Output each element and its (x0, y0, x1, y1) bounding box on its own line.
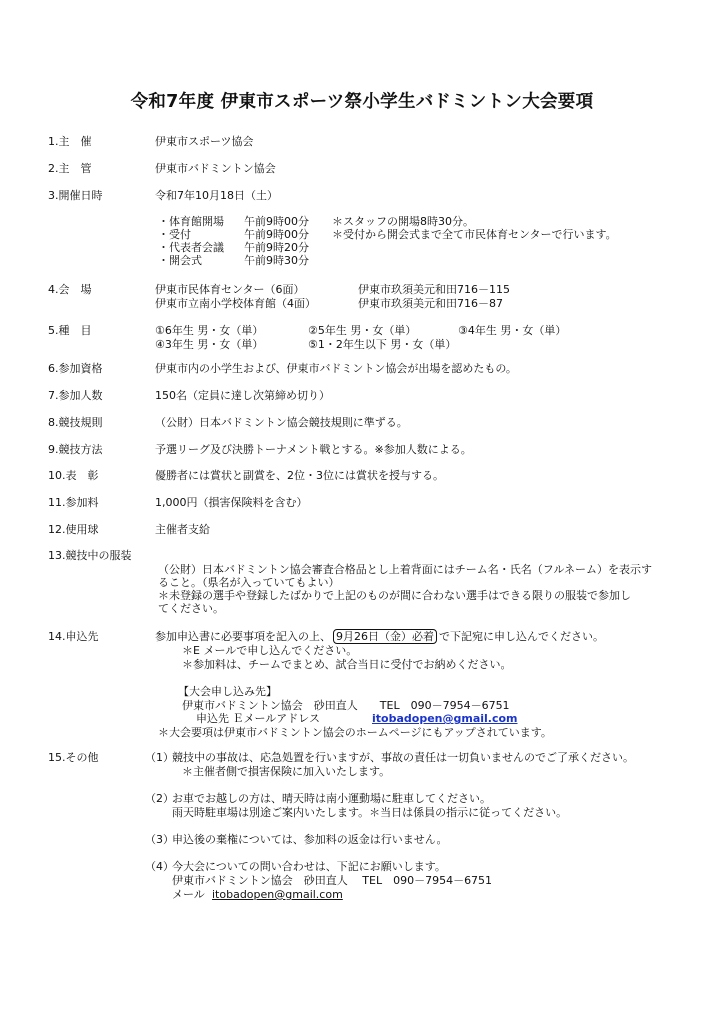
apply-homepage-note: ＊大会要項は伊東市バドミントン協会のホームページにもアップされています。 (158, 726, 552, 739)
shuttle-label: 12.使用球 (48, 523, 99, 536)
attire-line: ＊未登録の選手や登録したばかりで上記のものが間に合わない選手はできる限りの服装で参加し (158, 589, 631, 602)
date-value: 令和7年10月18日（土） (155, 189, 278, 202)
eligibility-value: 伊東市内の小学生および、伊東市バドミントン協会が出場を認めたもの。 (155, 362, 517, 375)
schedule-time: 午前9時00分 (244, 228, 309, 241)
eligibility-label: 6.参加資格 (48, 362, 103, 375)
attire-line: （公財）日本バドミントン協会審査合格品とし上着背面にはチーム名・氏名（フルネーム）を表示す (158, 563, 653, 576)
host-value: 伊東市スポーツ協会 (155, 135, 254, 148)
apply-email-link[interactable]: itobadopen@gmail.com (372, 712, 518, 725)
other-num: （3） (145, 833, 174, 846)
fee-label: 11.参加料 (48, 496, 99, 509)
organizer-value: 伊東市バドミントン協会 (155, 162, 276, 175)
capacity-value: 150名（定員に達し次第締め切り） (155, 389, 330, 402)
attire-line: ること。（県名が入っていてもよい） (158, 576, 340, 589)
organizer-label: 2.主 管 (48, 162, 92, 175)
schedule-note: ＊スタッフの開場8時30分。 (332, 215, 474, 228)
schedule-time: 午前9時00分 (244, 215, 309, 228)
event-item: ③4年生 男・女（単） (458, 324, 567, 337)
attire-line: てください。 (158, 602, 224, 615)
page-title: 令和7年度 伊東市スポーツ祭小学生バドミントン大会要項 (130, 92, 594, 112)
attire-label: 13.競技中の服装 (48, 549, 132, 562)
venue-name: 伊東市立南小学校体育館（4面） (155, 297, 316, 310)
venue-name: 伊東市民体育センター（6面） (155, 283, 305, 296)
date-label: 3.開催日時 (48, 189, 103, 202)
other-line: 競技中の事故は、応急処置を行いますが、事故の責任は一切負いませんのでご了承ください。 (172, 751, 634, 764)
event-item: ①6年生 男・女（単） (155, 324, 264, 337)
capacity-label: 7.参加人数 (48, 389, 103, 402)
apply-contact: 伊東市バドミントン協会 砂田直人 TEL 090－7954－6751 (182, 699, 510, 712)
schedule-note: ＊受付から開会式まで全て市民体育センターで行います。 (332, 228, 617, 241)
event-item: ④3年生 男・女（単） (155, 338, 264, 351)
rules-label: 8.競技規則 (48, 416, 103, 429)
host-label: 1.主 催 (48, 135, 92, 148)
event-item: ⑤1・2年生以下 男・女（単） (308, 338, 457, 351)
schedule-time: 午前9時20分 (244, 241, 309, 254)
other-line: お車でお越しの方は、晴天時は南小運動場に駐車してください。 (172, 792, 491, 805)
format-label: 9.競技方法 (48, 443, 103, 456)
other-num: （4） (145, 860, 174, 873)
rules-value: （公財）日本バドミントン協会競技規則に準ずる。 (155, 416, 408, 429)
venue-address: 伊東市玖須美元和田716－87 (358, 297, 503, 310)
other-line: 伊東市バドミントン協会 砂田直人 TEL 090－7954－6751 (172, 874, 493, 887)
events-label: 5.種 目 (48, 324, 92, 337)
event-item: ②5年生 男・女（単） (308, 324, 417, 337)
apply-line (155, 630, 604, 644)
awards-label: 10.表 彰 (48, 469, 99, 482)
other-line: 雨天時駐車場は別途ご案内いたします。＊当日は係員の指示に従ってください。 (172, 806, 568, 819)
apply-email-note: ＊E メールで申し込んでください。 (182, 644, 358, 657)
other-line: 今大会についての問い合わせは、下記にお願いします。 (172, 860, 446, 873)
other-line: ＊主催者側で損害保険に加入いたします。 (182, 765, 391, 778)
schedule-item: ・受付 (158, 228, 191, 241)
other-num: （1） (145, 751, 174, 764)
awards-value: 優勝者には賞状と副賞を、2位・3位には賞状を授与する。 (155, 469, 444, 482)
other-line: 申込後の棄権については、参加料の返金は行いません。 (172, 833, 448, 846)
other-label: 15.その他 (48, 751, 99, 764)
apply-line-post: で下記宛に申し込んでください。 (439, 630, 604, 643)
other-email-link[interactable]: itobadopen@gmail.com (212, 888, 343, 901)
other-num: （2） (145, 792, 174, 805)
format-value: 予選リーグ及び決勝トーナメント戦とする。※参加人数による。 (155, 443, 472, 456)
other-email-label: メール (172, 888, 205, 901)
apply-deadline: 9月26日（金）必着 (333, 629, 437, 644)
fee-value: 1,000円（損害保険料を含む） (155, 496, 308, 509)
shuttle-value: 主催者支給 (155, 523, 210, 536)
apply-box-title: 【大会申し込み先】 (178, 685, 277, 698)
schedule-item: ・体育館開場 (158, 215, 224, 228)
schedule-time: 午前9時30分 (244, 254, 309, 267)
schedule-item: ・代表者会議 (158, 241, 224, 254)
venue-address: 伊東市玖須美元和田716－115 (358, 283, 510, 296)
apply-fee-note: ＊参加料は、チームでまとめ、試合当日に受付でお納めください。 (182, 658, 512, 671)
apply-label: 14.申込先 (48, 630, 99, 643)
schedule-item: ・開会式 (158, 254, 202, 267)
apply-line-pre: 参加申込書に必要事項を記入の上、 (155, 630, 331, 643)
apply-email-label: 申込先 Ｅメールアドレス (196, 712, 320, 725)
venue-label: 4.会 場 (48, 283, 92, 296)
